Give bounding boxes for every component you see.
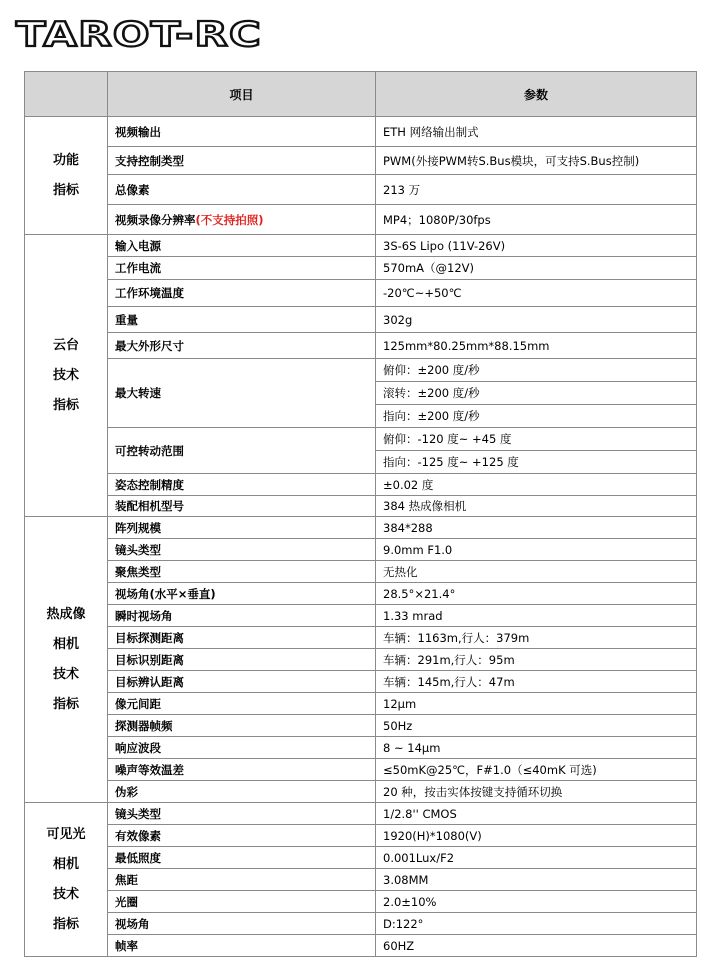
value-line: 滚转：±200 度/秒 bbox=[376, 381, 696, 404]
value-cell bbox=[376, 257, 697, 280]
item-label: 最大转速 bbox=[115, 386, 161, 400]
value-line: 指向：±200 度/秒 bbox=[376, 404, 696, 427]
value-cell bbox=[376, 693, 697, 715]
table-row bbox=[25, 759, 697, 781]
table-row bbox=[25, 333, 697, 359]
item-cell bbox=[108, 913, 376, 935]
item-label: 光圈 bbox=[115, 894, 138, 909]
value-text: 车辆：1163m,行人：379m bbox=[383, 630, 530, 645]
value-text: 384 热成像相机 bbox=[383, 499, 467, 513]
item-label: 工作电流 bbox=[115, 261, 161, 275]
item-cell bbox=[108, 759, 376, 781]
logo-text: TAROT-RC bbox=[16, 15, 262, 54]
item-cell bbox=[108, 517, 376, 539]
item-label: 最大外形尺寸 bbox=[115, 338, 184, 353]
value-text: 60HZ bbox=[383, 938, 415, 953]
value-text: 3S-6S Lipo (11V-26V) bbox=[383, 238, 506, 253]
table-row bbox=[25, 847, 697, 869]
item-label: 输入电源 bbox=[115, 238, 161, 253]
item-label: 伪彩 bbox=[115, 784, 138, 799]
value-cell bbox=[376, 913, 697, 935]
item-cell bbox=[108, 693, 376, 715]
category-label: 指标 bbox=[52, 182, 79, 198]
value-cell bbox=[376, 333, 697, 359]
item-label: 帧率 bbox=[115, 938, 138, 953]
value-text: 50Hz bbox=[383, 718, 413, 733]
table-row bbox=[25, 649, 697, 671]
item-label: 目标辨认距离 bbox=[115, 674, 184, 689]
value-cell bbox=[376, 561, 697, 583]
table-row bbox=[25, 803, 697, 825]
table-row bbox=[25, 205, 697, 235]
category-label: 技术 bbox=[52, 886, 79, 902]
value-text: 3.08MM bbox=[383, 872, 429, 887]
category-label: 指标 bbox=[52, 916, 79, 932]
value-cell bbox=[376, 496, 697, 517]
item-label: 重量 bbox=[115, 312, 138, 327]
item-label: 支持控制类型 bbox=[115, 153, 184, 168]
value-text: 9.0mm F1.0 bbox=[383, 542, 453, 557]
value-text: 125mm*80.25mm*88.15mm bbox=[383, 338, 550, 353]
category-cell bbox=[25, 117, 108, 235]
item-label: 焦距 bbox=[115, 872, 138, 887]
value-cell bbox=[376, 781, 697, 803]
header-category bbox=[25, 72, 108, 117]
item-label: 目标识别距离 bbox=[115, 652, 184, 667]
category-label: 技术 bbox=[52, 666, 79, 682]
item-cell bbox=[108, 715, 376, 737]
value-cell bbox=[376, 359, 697, 428]
table-row bbox=[25, 117, 697, 147]
item-label: 工作环境温度 bbox=[115, 286, 184, 300]
value-text: 20 种，按击实体按键支持循环切换 bbox=[383, 784, 563, 799]
item-label: 视频录像分辨率 bbox=[115, 212, 196, 227]
item-label: 噪声等效温差 bbox=[115, 762, 184, 777]
value-text: 车辆：145m,行人：47m bbox=[383, 674, 515, 689]
item-label: 镜头类型 bbox=[115, 806, 161, 821]
value-line: 俯仰：-120 度~ +45 度 bbox=[383, 432, 512, 446]
item-label: 有效像素 bbox=[115, 828, 161, 843]
table-row bbox=[25, 539, 697, 561]
table-row bbox=[25, 781, 697, 803]
value-cell bbox=[376, 737, 697, 759]
item-cell bbox=[108, 803, 376, 825]
value-text: 302g bbox=[383, 312, 413, 327]
value-text: -20℃~+50℃ bbox=[383, 286, 462, 300]
item-label: 视场角 bbox=[115, 916, 150, 931]
value-cell bbox=[376, 175, 697, 205]
table-row bbox=[25, 891, 697, 913]
value-text: 28.5°×21.4° bbox=[383, 586, 456, 601]
item-cell bbox=[108, 496, 376, 517]
item-label: 响应波段 bbox=[115, 740, 161, 755]
category-label: 指标 bbox=[52, 696, 79, 712]
table-row bbox=[25, 671, 697, 693]
item-cell bbox=[108, 307, 376, 333]
item-label: 最低照度 bbox=[115, 850, 161, 865]
table-row bbox=[25, 235, 697, 257]
table-row bbox=[25, 869, 697, 891]
item-cell bbox=[108, 627, 376, 649]
item-label: 总像素 bbox=[115, 182, 150, 197]
value-text: 1920(H)*1080(V) bbox=[383, 828, 482, 843]
item-cell bbox=[108, 825, 376, 847]
item-label: 视场角(水平×垂直) bbox=[115, 586, 216, 601]
category-label: 功能 bbox=[52, 152, 79, 168]
item-cell bbox=[108, 235, 376, 257]
table-row bbox=[25, 561, 697, 583]
item-label: 视频输出 bbox=[115, 124, 161, 139]
category-label: 相机 bbox=[52, 856, 79, 872]
value-text: 213 万 bbox=[383, 182, 421, 197]
item-label: 姿态控制精度 bbox=[115, 477, 184, 492]
value-cell bbox=[376, 671, 697, 693]
table-row bbox=[25, 428, 697, 474]
value-text: 车辆：291m,行人：95m bbox=[383, 652, 515, 667]
item-cell bbox=[108, 474, 376, 496]
item-cell bbox=[108, 205, 376, 235]
value-cell bbox=[376, 583, 697, 605]
table-row bbox=[25, 359, 697, 428]
value-cell bbox=[376, 759, 697, 781]
table-row bbox=[25, 935, 697, 957]
table-header-row bbox=[25, 72, 697, 117]
table-row bbox=[25, 474, 697, 496]
table-row bbox=[25, 737, 697, 759]
category-label: 可见光 bbox=[46, 826, 86, 842]
table-row bbox=[25, 257, 697, 280]
value-text: 1/2.8'' CMOS bbox=[383, 806, 457, 821]
table-row bbox=[25, 715, 697, 737]
value-text: 2.0±10% bbox=[383, 894, 437, 909]
spec-table bbox=[24, 71, 697, 957]
value-text: 570mA（@12V) bbox=[383, 261, 475, 275]
item-cell bbox=[108, 583, 376, 605]
value-text: 8 ~ 14μm bbox=[383, 740, 441, 755]
category-cell bbox=[25, 517, 108, 803]
value-cell bbox=[376, 803, 697, 825]
category-cell bbox=[25, 803, 108, 957]
item-cell bbox=[108, 605, 376, 627]
item-cell bbox=[108, 649, 376, 671]
item-cell bbox=[108, 280, 376, 307]
value-cell bbox=[376, 517, 697, 539]
item-label: 目标探测距离 bbox=[115, 630, 184, 645]
item-label: 瞬时视场角 bbox=[115, 608, 173, 623]
value-cell bbox=[376, 147, 697, 175]
value-cell bbox=[376, 627, 697, 649]
category-label: 热成像 bbox=[46, 606, 86, 622]
item-cell bbox=[108, 781, 376, 803]
value-cell bbox=[376, 715, 697, 737]
item-cell bbox=[108, 737, 376, 759]
value-cell bbox=[376, 428, 697, 474]
value-text: 无热化 bbox=[383, 564, 418, 579]
category-label: 相机 bbox=[52, 636, 79, 652]
table-row bbox=[25, 913, 697, 935]
category-label: 技术 bbox=[52, 367, 79, 383]
item-label: 阵列规模 bbox=[115, 520, 161, 535]
value-line: 俯仰：±200 度/秒 bbox=[383, 363, 480, 377]
item-cell bbox=[108, 257, 376, 280]
table-row bbox=[25, 693, 697, 715]
value-text: 0.001Lux/F2 bbox=[383, 850, 455, 865]
value-cell bbox=[376, 649, 697, 671]
item-cell bbox=[108, 891, 376, 913]
category-label: 云台 bbox=[52, 337, 79, 353]
item-cell bbox=[108, 561, 376, 583]
table-row bbox=[25, 517, 697, 539]
value-cell bbox=[376, 539, 697, 561]
item-cell bbox=[108, 847, 376, 869]
item-label: 聚焦类型 bbox=[115, 564, 161, 579]
value-text: PWM(外接PWM转S.Bus模块，可支持S.Bus控制) bbox=[383, 153, 640, 168]
item-cell bbox=[108, 359, 376, 428]
value-cell bbox=[376, 280, 697, 307]
item-cell bbox=[108, 147, 376, 175]
value-cell bbox=[376, 847, 697, 869]
item-cell bbox=[108, 428, 376, 474]
value-line: 指向：-125 度~ +125 度 bbox=[376, 450, 696, 473]
table-row bbox=[25, 175, 697, 205]
item-cell bbox=[108, 175, 376, 205]
value-text: ETH 网络输出制式 bbox=[383, 124, 479, 139]
item-cell bbox=[108, 935, 376, 957]
value-cell bbox=[376, 605, 697, 627]
category-cell bbox=[25, 235, 108, 517]
category-label: 指标 bbox=[52, 397, 79, 413]
table-row bbox=[25, 496, 697, 517]
item-note: (不支持拍照) bbox=[195, 212, 264, 227]
item-cell bbox=[108, 539, 376, 561]
table-row bbox=[25, 605, 697, 627]
value-cell bbox=[376, 117, 697, 147]
item-cell bbox=[108, 671, 376, 693]
table-row bbox=[25, 627, 697, 649]
table-row bbox=[25, 307, 697, 333]
value-cell bbox=[376, 474, 697, 496]
value-text: 12μm bbox=[383, 696, 417, 711]
value-text: MP4；1080P/30fps bbox=[383, 212, 491, 227]
tarot-rc-logo bbox=[14, 14, 266, 54]
value-text: ±0.02 度 bbox=[383, 477, 434, 492]
table-row bbox=[25, 280, 697, 307]
table-row bbox=[25, 147, 697, 175]
header-item: 项目 bbox=[108, 72, 376, 117]
table-row bbox=[25, 583, 697, 605]
item-label: 可控转动范围 bbox=[115, 443, 184, 458]
value-cell bbox=[376, 869, 697, 891]
item-cell bbox=[108, 117, 376, 147]
value-cell bbox=[376, 891, 697, 913]
header-param: 参数 bbox=[376, 72, 697, 117]
value-text: D:122° bbox=[383, 916, 424, 931]
value-cell bbox=[376, 205, 697, 235]
item-cell bbox=[108, 333, 376, 359]
value-cell bbox=[376, 235, 697, 257]
item-cell bbox=[108, 869, 376, 891]
value-cell bbox=[376, 825, 697, 847]
spec-table-body bbox=[25, 117, 697, 957]
item-label: 探测器帧频 bbox=[115, 718, 173, 733]
item-label: 装配相机型号 bbox=[115, 499, 184, 513]
item-label: 镜头类型 bbox=[115, 542, 161, 557]
value-text: 1.33 mrad bbox=[383, 608, 443, 623]
value-cell bbox=[376, 307, 697, 333]
item-label: 像元间距 bbox=[115, 696, 161, 711]
value-text: ≤50mK@25℃，F#1.0（≤40mK 可选) bbox=[383, 762, 597, 777]
value-text: 384*288 bbox=[383, 520, 433, 535]
value-cell bbox=[376, 935, 697, 957]
table-row bbox=[25, 825, 697, 847]
